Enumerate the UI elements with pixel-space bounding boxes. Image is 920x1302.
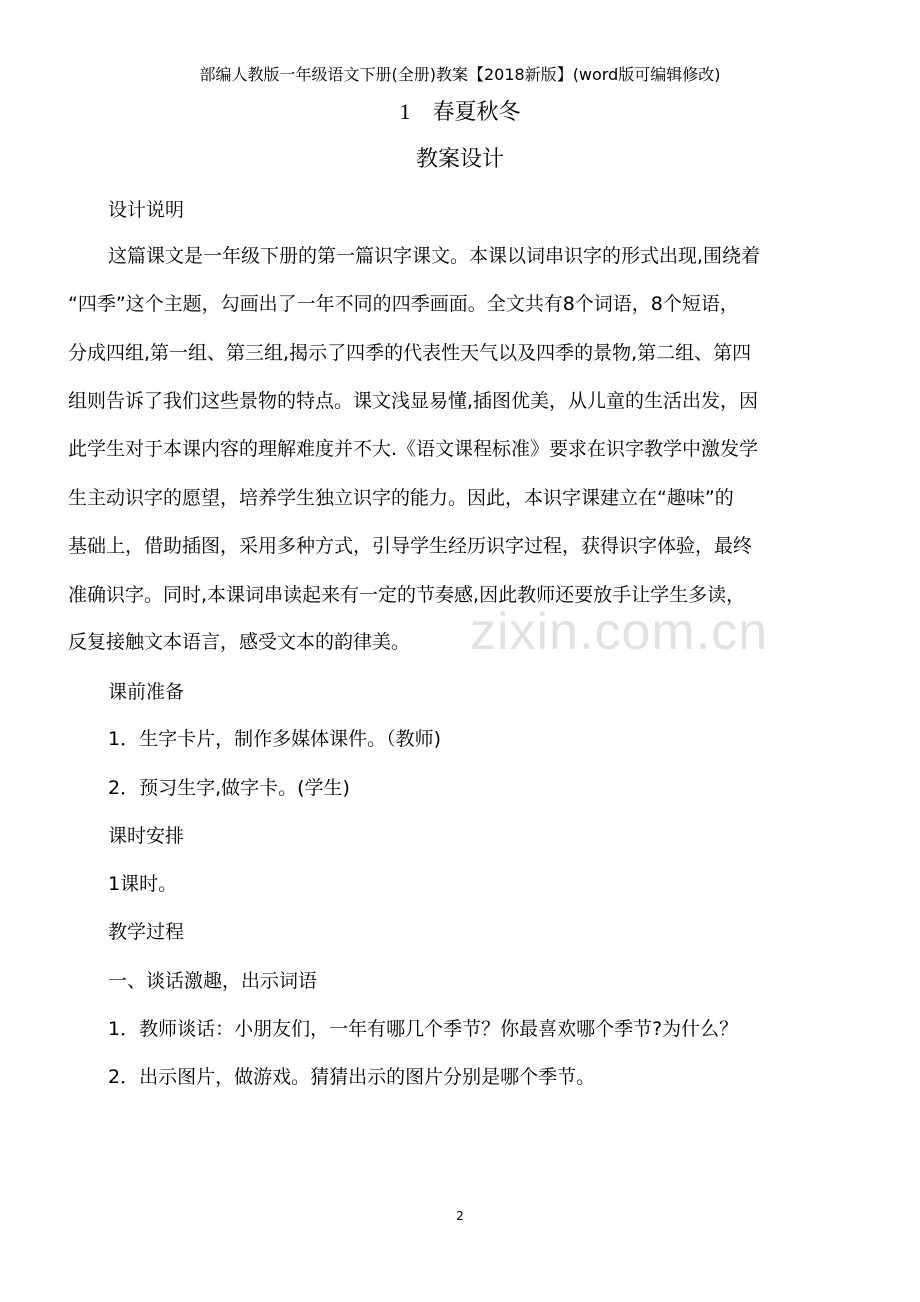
- process-item: 2．出示图片，做游戏。猜猜出示的图片分别是哪个季节。: [108, 1066, 596, 1088]
- section-heading-prep: 课前准备: [108, 681, 185, 703]
- paragraph-line: 生主动识字的愿望，培养学生独立识字的能力。因此，本识字课建立在“趣味”的: [68, 487, 734, 509]
- section-heading-design: 设计说明: [108, 199, 185, 221]
- page-number: 2: [456, 1209, 464, 1223]
- lesson-title-text: 春夏秋冬: [432, 100, 521, 125]
- process-item: 1．教师谈话：小朋友们，一年有哪几个季节？你最喜欢哪个季节?为什么？: [108, 1018, 739, 1040]
- document-subtitle: 教案设计: [415, 147, 504, 172]
- section-one-heading: 一、谈话激趣，出示词语: [108, 970, 318, 992]
- schedule-value: 1课时。: [108, 873, 178, 895]
- section-heading-schedule: 课时安排: [108, 825, 185, 847]
- lesson-number: 1: [399, 99, 411, 124]
- paragraph-line: 这篇课文是一年级下册的第一篇识字课文。本课以词串识字的形式出现,围绕着: [108, 245, 761, 267]
- paragraph-line: 组则告诉了我们这些景物的特点。课文浅显易懂,插图优美，从儿童的生活出发，因: [68, 390, 759, 412]
- paragraph-line: 反复接触文本语言，感受文本的韵律美。: [68, 631, 411, 653]
- watermark: zixin.com.cn: [470, 603, 769, 661]
- prep-item: 2．预习生字,做字卡。(学生): [108, 777, 350, 799]
- paragraph-line: “四季”这个主题，勾画出了一年不同的四季画面。全文共有8个词语，8个短语，: [68, 293, 739, 315]
- document-header: 部编人教版一年级语文下册(全册)教案【2018新版】(word版可编辑修改): [199, 65, 721, 84]
- paragraph-line: 基础上，借助插图，采用多种方式，引导学生经历识字过程，获得识字体验，最终: [68, 535, 753, 557]
- paragraph-line: 准确识字。同时,本课词串读起来有一定的节奏感,因此教师还要放手让学生多读，: [68, 584, 746, 606]
- lesson-title: [0, 96, 920, 129]
- section-heading-process: 教学过程: [108, 921, 185, 943]
- prep-item: 1．生字卡片，制作多媒体课件。（教师): [108, 728, 442, 750]
- paragraph-line: 分成四组,第一组、第三组,揭示了四季的代表性天气以及四季的景物,第二组、第四: [68, 342, 752, 364]
- paragraph-line: 此学生对于本课内容的理解难度并不大.《语文课程标准》要求在识字教学中激发学: [68, 438, 759, 460]
